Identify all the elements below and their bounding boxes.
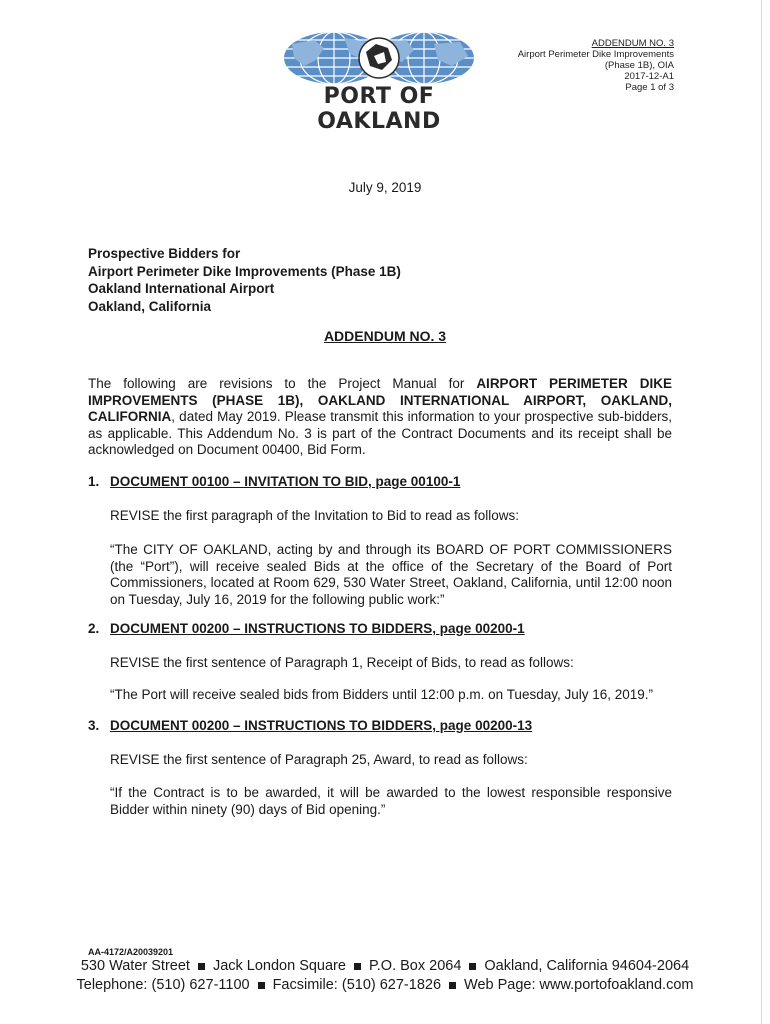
intro-paragraph [88,376,672,459]
footer-city: Oakland, California 94604-2064 [484,958,690,974]
item-instruction: REVISE the first sentence of Paragraph 1, Receipt of Bids, to read as follows: [110,655,574,670]
footer-address [0,958,770,974]
page-edge [761,0,762,1024]
header-addendum: ADDENDUM NO. 3 [591,38,674,49]
logo-wordmark: PORT OF OAKLAND [317,84,441,134]
item-quote: “The CITY OF OAKLAND, acting by and through its BOARD OF PORT COMMISSIONERS (the “Port”), will receive sealed Bids at the office of the Secretary of the Board of Port Commissioners, located at Room 629, 530 Water Street, Oakland, California, until 12:00 noon on Tuesday, July 16, 2019 for the following public work:” [110,542,672,607]
addressee-line: Oakland, California [88,298,212,314]
header-phase: (Phase 1B), OIA [604,60,674,71]
intro-text: The following are revisions to the Project Manual for [88,376,477,391]
port-of-oakland-logo [268,30,490,134]
addressee-line: Airport Perimeter Dike Improvements (Phase 1B) [88,263,401,279]
item-number: 1. [88,474,100,489]
addressee-line: Prospective Bidders for [88,246,241,261]
header-project-number: 2017-12-A1 [624,71,674,82]
item-number: 3. [88,718,100,733]
globe-logo-icon [284,30,474,86]
footer-street: 530 Water Street [80,958,190,974]
item-instruction: REVISE the first paragraph of the Invitation to Bid to read as follows: [110,508,519,523]
header-page-number: Page 1 of 3 [625,82,674,93]
footer-facsimile: Facsimile: (510) 627-1826 [272,977,442,993]
bullet-square-icon [198,963,205,970]
footer-web-page: Web Page: www.portofoakland.com [464,977,694,993]
footer-contact [0,977,770,993]
item-title: DOCUMENT 00200 – INSTRUCTIONS TO BIDDERS, page 00200-1 [110,621,525,636]
item-heading [88,474,460,489]
item-quote: “If the Contract is to be awarded, it will be awarded to the lowest responsible responsive Bidder within ninety (90) days of Bid opening.” [110,785,672,817]
footer-document-id: AA-4172/A20039201 [88,947,174,957]
addressee-block [88,245,401,315]
addressee-line: Oakland International Airport [88,281,275,296]
footer-telephone: Telephone: (510) 627-1100 [76,977,250,993]
intro-text: , dated May 2019. Please transmit this information to your prospective sub-bidders, as applicable. This Addendum No. 3 is part of the Contract Documents and its receipt shall be acknowledged on Document 00400, Bid Form. [88,409,672,457]
item-instruction: REVISE the first sentence of Paragraph 25, Award, to read as follows: [110,752,528,767]
item-title: DOCUMENT 00100 – INVITATION TO BID, page 00100-1 [110,474,461,489]
footer-po-box: P.O. Box 2064 [368,958,462,974]
item-title: DOCUMENT 00200 – INSTRUCTIONS TO BIDDERS, page 00200-13 [110,718,533,733]
bullet-square-icon [449,982,456,989]
bullet-square-icon [354,963,361,970]
header-project: Airport Perimeter Dike Improvements [517,49,674,60]
document-header [518,38,674,93]
intro-project-name: AIRPORT PERIMETER DIKE IMPROVEMENTS (PHASE 1B), OAKLAND INTERNATIONAL AIRPORT, OAKLAND, CALIFORNIA [88,376,672,424]
item-quote: “The Port will receive sealed bids from Bidders until 12:00 p.m. on Tuesday, July 16, 2019.” [110,687,654,702]
bullet-square-icon [258,982,265,989]
item-heading [88,621,525,636]
addendum-title: ADDENDUM NO. 3 [323,328,447,344]
letter-date: July 9, 2019 [348,180,422,195]
item-heading [88,718,532,733]
footer-square: Jack London Square [212,958,346,974]
item-number: 2. [88,621,100,636]
bullet-square-icon [469,963,476,970]
